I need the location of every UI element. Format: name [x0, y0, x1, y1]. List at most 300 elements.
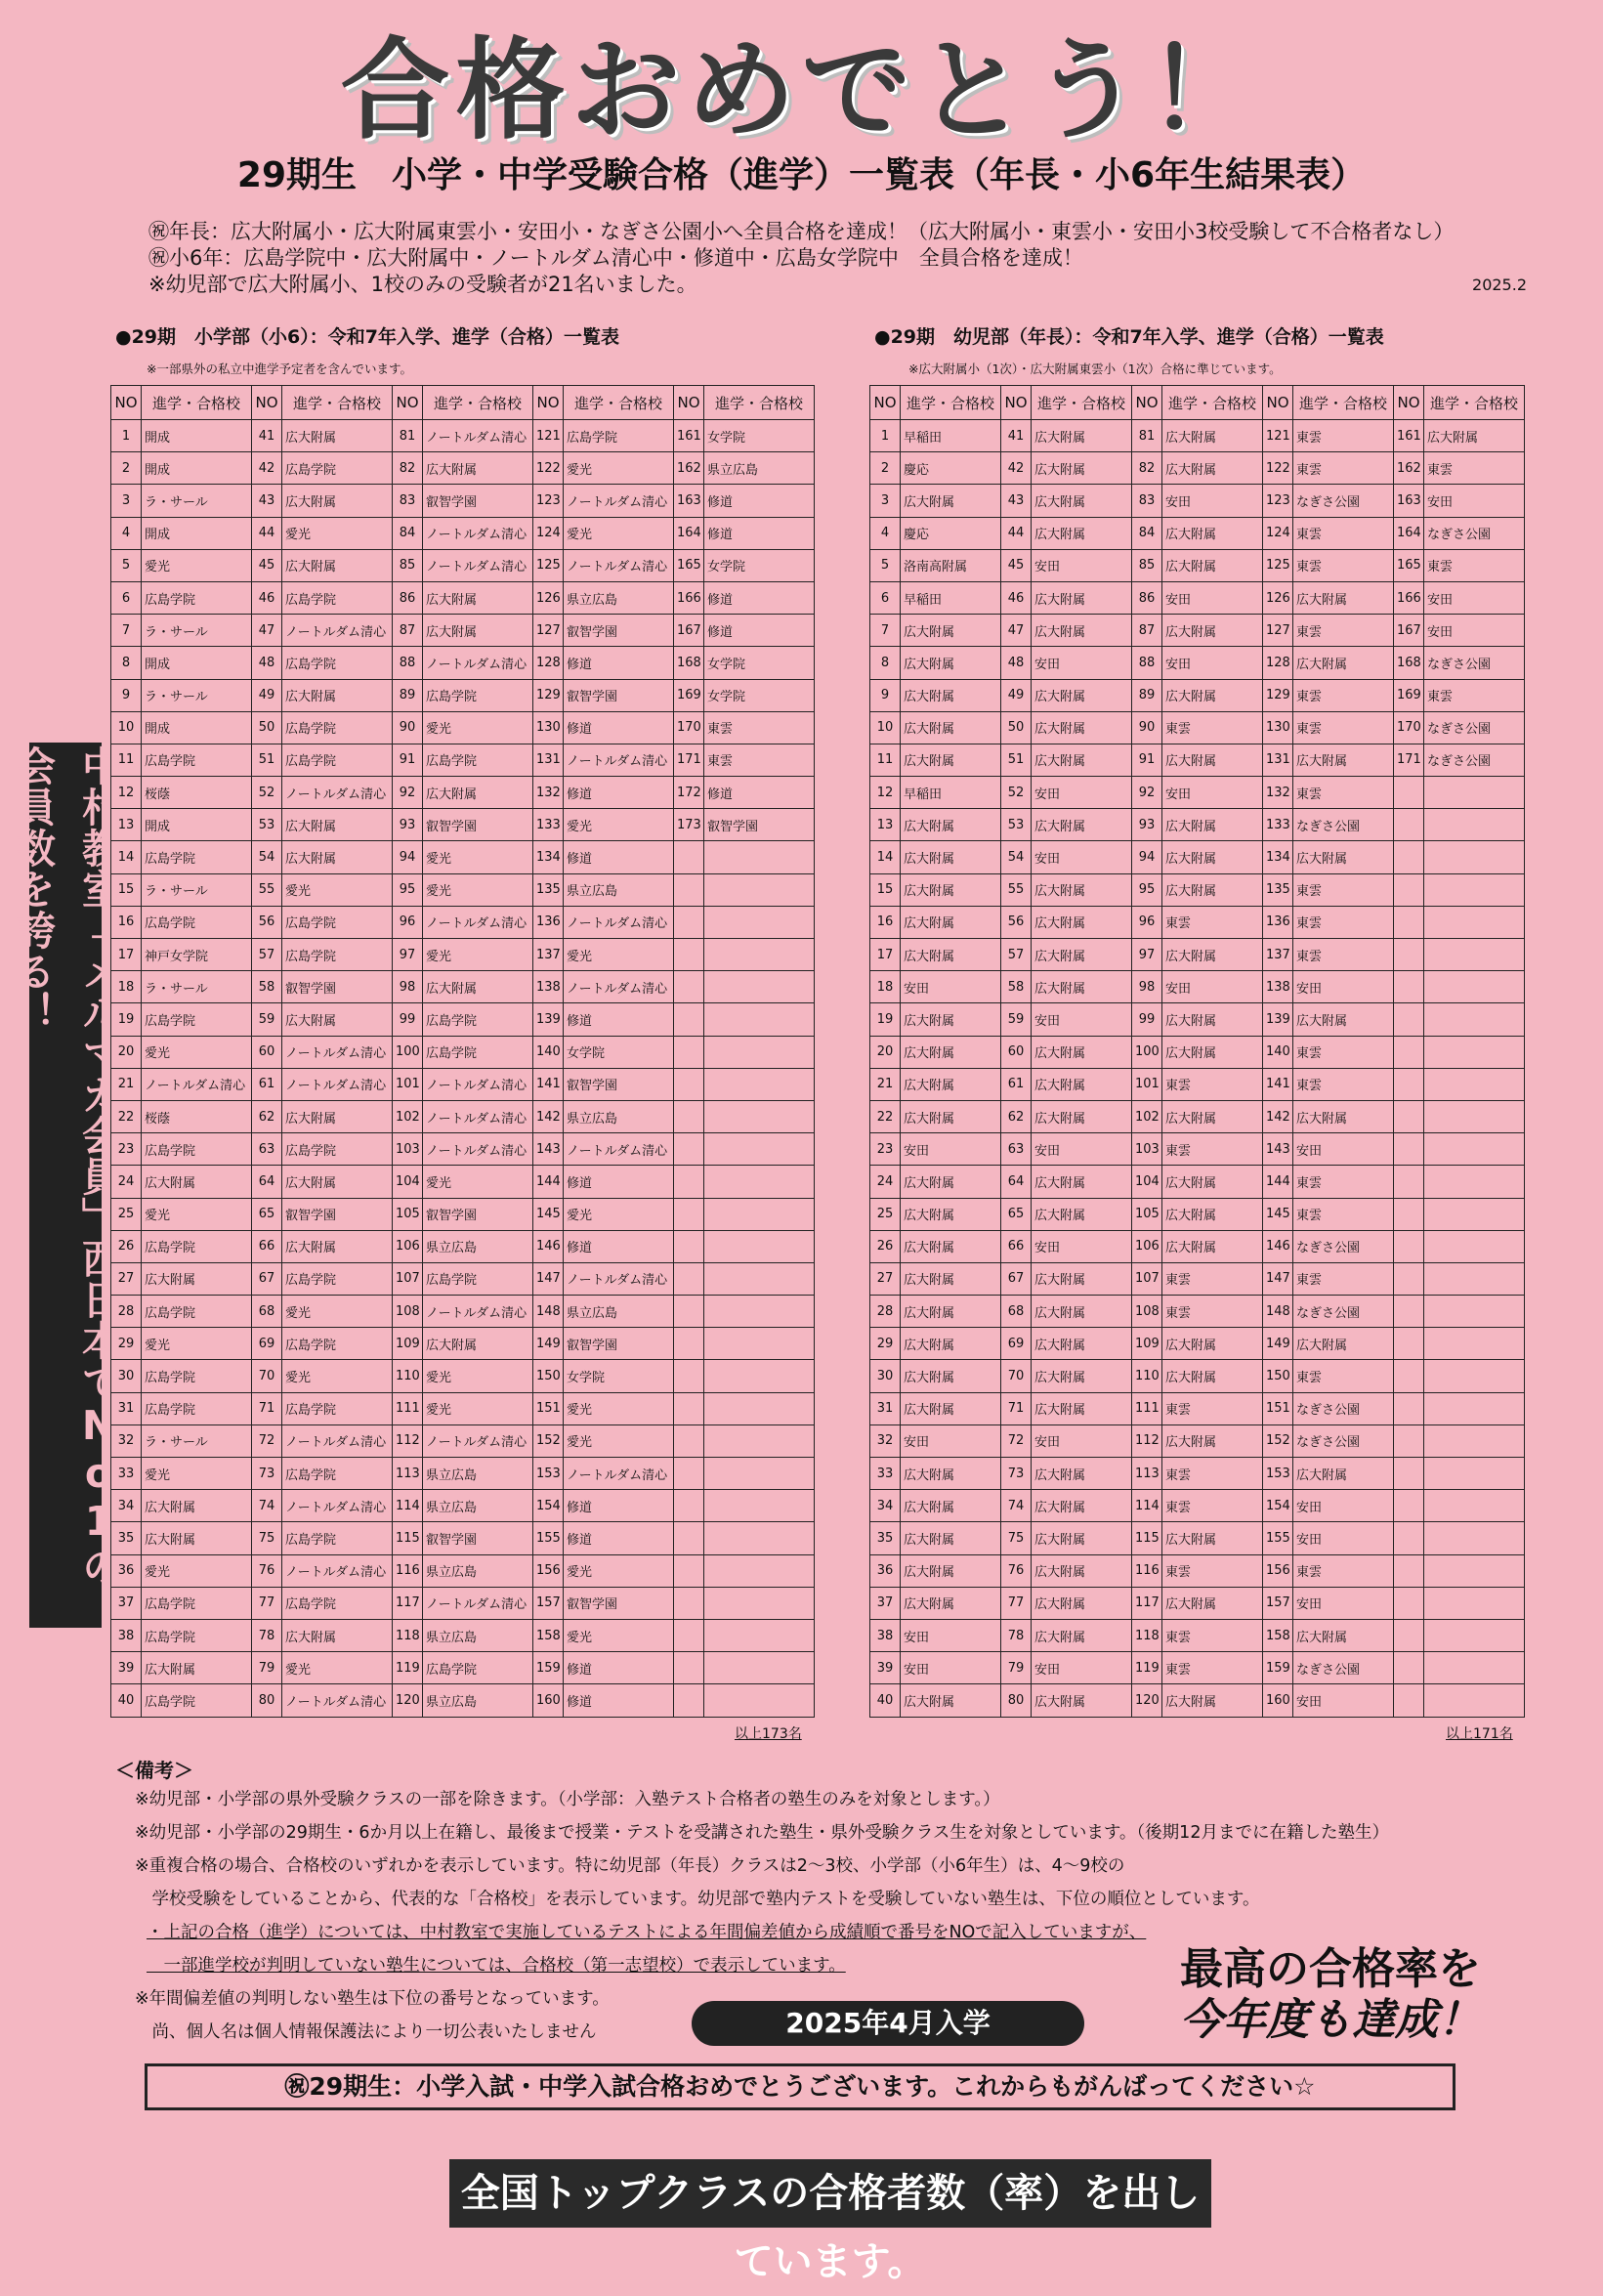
school-cell: 広島学院	[142, 1684, 252, 1717]
rank-cell: 106	[393, 1230, 423, 1262]
rank-cell: 15	[870, 873, 901, 906]
rank-cell: 27	[111, 1262, 142, 1295]
rank-cell: 142	[1263, 1100, 1293, 1132]
table-row	[870, 1166, 1525, 1198]
rank-cell: 69	[1001, 1328, 1032, 1360]
school-cell: ノートルダム清心	[282, 1424, 393, 1457]
rank-cell: 88	[1132, 647, 1162, 679]
school-cell	[1424, 1652, 1525, 1684]
table-row	[870, 1036, 1525, 1068]
school-cell: ノートルダム清心	[423, 1133, 533, 1166]
rank-cell: 40	[111, 1684, 142, 1717]
rank-cell: 46	[252, 581, 282, 614]
rank-cell: 2	[870, 452, 901, 485]
rank-cell: 64	[252, 1166, 282, 1198]
remarks-line-5: ・上記の合格（進学）については、中村教室で実施しているテストによる年間偏差値から成績順で番号をNOで記入していますが、	[147, 1923, 1147, 1942]
school-cell: 広大附属	[1162, 452, 1263, 485]
table-row	[111, 1587, 815, 1619]
rank-cell	[674, 1424, 704, 1457]
rank-cell: 39	[111, 1652, 142, 1684]
rank-cell	[674, 1619, 704, 1651]
rank-cell: 113	[1132, 1458, 1162, 1490]
table-row	[870, 809, 1525, 841]
school-cell: 愛光	[142, 1198, 252, 1230]
remarks-line-4: 学校受験をしていることから、代表的な「合格校」を表示しています。幼児部で塾内テストを受験していない塾生は、下位の順位としています。	[135, 1890, 1260, 1909]
table-row	[870, 1100, 1525, 1132]
rank-cell: 113	[393, 1458, 423, 1490]
rank-cell: 158	[533, 1619, 564, 1651]
school-cell: 広島学院	[142, 1619, 252, 1651]
school-cell: 安田	[1424, 615, 1525, 647]
rank-cell: 33	[870, 1458, 901, 1490]
header-no: NO	[111, 386, 142, 420]
table-row	[870, 777, 1525, 809]
school-cell: 広大附属	[901, 1360, 1001, 1392]
school-cell: 安田	[1162, 581, 1263, 614]
table-row	[111, 1262, 815, 1295]
school-cell: ノートルダム清心	[423, 1296, 533, 1328]
rank-cell: 133	[1263, 809, 1293, 841]
school-cell: 県立広島	[423, 1684, 533, 1717]
school-cell: 広大附属	[1162, 517, 1263, 549]
rank-cell: 102	[1132, 1100, 1162, 1132]
rank-cell: 82	[393, 452, 423, 485]
rank-cell: 86	[1132, 581, 1162, 614]
school-cell: 広大附属	[1293, 744, 1394, 776]
rank-cell: 78	[252, 1619, 282, 1651]
school-cell: 広大附属	[901, 841, 1001, 873]
school-cell: 叡智学園	[423, 809, 533, 841]
rank-cell	[1394, 1554, 1424, 1587]
rank-cell	[674, 906, 704, 938]
rank-cell: 90	[1132, 711, 1162, 744]
rank-cell: 25	[111, 1198, 142, 1230]
school-cell: ノートルダム清心	[142, 1068, 252, 1100]
school-cell: 広大附属	[1032, 1198, 1132, 1230]
school-cell: 広島学院	[282, 1262, 393, 1295]
school-cell: 東雲	[1162, 1652, 1263, 1684]
school-cell: 愛光	[564, 1554, 674, 1587]
school-cell	[1424, 809, 1525, 841]
rank-cell: 142	[533, 1100, 564, 1132]
rank-cell: 89	[393, 679, 423, 711]
school-cell: 安田	[901, 1619, 1001, 1651]
rank-cell: 147	[1263, 1262, 1293, 1295]
rank-cell	[674, 1652, 704, 1684]
school-cell: 広島学院	[282, 647, 393, 679]
rank-cell	[1394, 1424, 1424, 1457]
rank-cell: 20	[111, 1036, 142, 1068]
school-cell	[1424, 1458, 1525, 1490]
school-cell: 東雲	[1293, 1554, 1394, 1587]
school-cell: 広大附属	[901, 1554, 1001, 1587]
school-cell: 安田	[1293, 971, 1394, 1003]
rank-cell: 140	[533, 1036, 564, 1068]
rank-cell: 143	[533, 1133, 564, 1166]
school-cell: 広大附属	[423, 1328, 533, 1360]
rank-cell: 56	[252, 906, 282, 938]
school-cell: 広大附属	[1032, 679, 1132, 711]
school-cell	[704, 1360, 815, 1392]
school-cell: 広大附属	[901, 615, 1001, 647]
rank-cell: 81	[1132, 420, 1162, 452]
school-cell	[704, 1198, 815, 1230]
rank-cell: 132	[533, 777, 564, 809]
school-cell: ノートルダム清心	[423, 1424, 533, 1457]
school-cell	[1424, 1133, 1525, 1166]
rank-cell: 155	[1263, 1522, 1293, 1554]
school-cell: 叡智学園	[423, 485, 533, 517]
rank-cell: 58	[252, 971, 282, 1003]
table-row	[111, 1458, 815, 1490]
rank-cell: 170	[1394, 711, 1424, 744]
rank-cell: 133	[533, 809, 564, 841]
rank-cell: 6	[870, 581, 901, 614]
rank-cell: 96	[1132, 906, 1162, 938]
school-cell: 東雲	[1293, 420, 1394, 452]
school-cell: 東雲	[1293, 1262, 1394, 1295]
school-cell: 広大附属	[1162, 1522, 1263, 1554]
rank-cell: 12	[870, 777, 901, 809]
school-cell: なぎさ公園	[1293, 485, 1394, 517]
header-school: 進学・合格校	[282, 386, 393, 420]
school-cell: ラ・サール	[142, 873, 252, 906]
remarks-line-7: ※年間偏差値の判明しない塾生は下位の番号となっています。	[135, 1989, 610, 2009]
header-school: 進学・合格校	[564, 386, 674, 420]
school-cell: 女学院	[564, 1036, 674, 1068]
school-cell: 広大附属	[1162, 939, 1263, 971]
rank-cell: 130	[1263, 711, 1293, 744]
rank-cell: 138	[533, 971, 564, 1003]
rank-cell: 36	[111, 1554, 142, 1587]
rank-cell: 39	[870, 1652, 901, 1684]
rank-cell: 81	[393, 420, 423, 452]
school-cell: 安田	[1032, 841, 1132, 873]
rank-cell: 24	[870, 1166, 901, 1198]
elementary-note: ※一部県外の私立中進学予定者を含んでいます。	[147, 361, 412, 376]
school-cell: 広島学院	[142, 581, 252, 614]
elementary-results-table	[110, 385, 815, 1718]
rank-cell	[1394, 1198, 1424, 1230]
school-cell: 修道	[564, 841, 674, 873]
school-cell: 広大附属	[142, 1652, 252, 1684]
school-cell: なぎさ公園	[1293, 1652, 1394, 1684]
rank-cell	[674, 1166, 704, 1198]
school-cell: 愛光	[564, 809, 674, 841]
rank-cell: 130	[533, 711, 564, 744]
rank-cell: 100	[393, 1036, 423, 1068]
school-cell: 広島学院	[282, 906, 393, 938]
rank-cell: 156	[1263, 1554, 1293, 1587]
rank-cell: 38	[870, 1619, 901, 1651]
rank-cell: 77	[252, 1587, 282, 1619]
intro-line-3: ※幼児部で広大附属小、1校のみの受験者が21名いました。	[148, 273, 697, 296]
rank-cell	[674, 971, 704, 1003]
table-row	[111, 939, 815, 971]
table-row	[111, 1100, 815, 1132]
rank-cell: 157	[1263, 1587, 1293, 1619]
school-cell: 県立広島	[423, 1230, 533, 1262]
school-cell: ノートルダム清心	[564, 971, 674, 1003]
rank-cell: 108	[1132, 1296, 1162, 1328]
table-row	[111, 1554, 815, 1587]
table-row	[870, 939, 1525, 971]
school-cell	[704, 1328, 815, 1360]
school-cell: 広大附属	[1032, 1166, 1132, 1198]
school-cell: 東雲	[1162, 711, 1263, 744]
table-row	[870, 1619, 1525, 1651]
school-cell: 愛光	[423, 841, 533, 873]
school-cell: 広大附属	[1293, 841, 1394, 873]
header-school: 進学・合格校	[1424, 386, 1525, 420]
rank-cell: 114	[393, 1490, 423, 1522]
rank-cell: 149	[1263, 1328, 1293, 1360]
rank-cell: 146	[1263, 1230, 1293, 1262]
rank-cell: 71	[1001, 1392, 1032, 1424]
rank-cell	[674, 1360, 704, 1392]
rank-cell: 127	[1263, 615, 1293, 647]
rank-cell: 30	[111, 1360, 142, 1392]
rank-cell: 42	[252, 452, 282, 485]
table-row	[870, 517, 1525, 549]
header-no: NO	[393, 386, 423, 420]
rank-cell: 165	[1394, 549, 1424, 581]
rank-cell: 53	[252, 809, 282, 841]
rank-cell: 7	[111, 615, 142, 647]
rank-cell: 27	[870, 1262, 901, 1295]
rank-cell: 6	[111, 581, 142, 614]
rank-cell: 145	[1263, 1198, 1293, 1230]
table-row	[870, 1652, 1525, 1684]
rank-cell: 112	[393, 1424, 423, 1457]
subtitle: 29期生 小学・中学受験合格（進学）一覧表（年長・小6年生結果表）	[236, 155, 1367, 195]
school-cell: 早稲田	[901, 581, 1001, 614]
school-cell: 広大附属	[1032, 1684, 1132, 1717]
rank-cell: 9	[111, 679, 142, 711]
school-cell: ノートルダム清心	[564, 744, 674, 776]
rank-cell: 109	[393, 1328, 423, 1360]
school-cell: 愛光	[423, 939, 533, 971]
rank-cell: 140	[1263, 1036, 1293, 1068]
school-cell: 広島学院	[282, 1522, 393, 1554]
school-cell: 広大附属	[282, 1003, 393, 1036]
school-cell: ノートルダム清心	[423, 517, 533, 549]
rank-cell: 5	[870, 549, 901, 581]
rate-line-2: 今年度も達成！	[1180, 1995, 1481, 2045]
issue-date: 2025.2	[1472, 276, 1527, 294]
table-row	[870, 1360, 1525, 1392]
rank-cell: 16	[870, 906, 901, 938]
rank-cell	[674, 1684, 704, 1717]
school-cell: 東雲	[1293, 777, 1394, 809]
school-cell: 広大附属	[1162, 1587, 1263, 1619]
school-cell: 安田	[1032, 1230, 1132, 1262]
school-cell: 広大附属	[1032, 939, 1132, 971]
school-cell: 広大附属	[1032, 1392, 1132, 1424]
school-cell: 県立広島	[423, 1554, 533, 1587]
rank-cell: 87	[1132, 615, 1162, 647]
school-cell: 安田	[1293, 1522, 1394, 1554]
rank-cell: 134	[1263, 841, 1293, 873]
rank-cell: 94	[393, 841, 423, 873]
rank-cell: 65	[1001, 1198, 1032, 1230]
success-rate-callout	[1096, 1944, 1565, 2046]
rank-cell: 123	[533, 485, 564, 517]
rank-cell: 125	[1263, 549, 1293, 581]
school-cell	[704, 1392, 815, 1424]
rank-cell: 129	[1263, 679, 1293, 711]
table-row	[111, 777, 815, 809]
school-cell: 早稲田	[901, 777, 1001, 809]
rank-cell: 51	[1001, 744, 1032, 776]
rank-cell: 171	[1394, 744, 1424, 776]
intro-line-1: ㊗年長：広大附属小・広大附属東雲小・安田小・なぎさ公園小へ全員合格を達成！（広大附属小・東雲小・安田小3校受験して不合格者なし）	[148, 220, 1455, 243]
school-cell	[1424, 1100, 1525, 1132]
school-cell: 東雲	[1162, 1490, 1263, 1522]
school-cell	[1424, 1036, 1525, 1068]
school-cell: 広大附属	[1293, 581, 1394, 614]
rank-cell: 160	[533, 1684, 564, 1717]
school-cell: 東雲	[1293, 517, 1394, 549]
school-cell: 広大附属	[901, 1068, 1001, 1100]
school-cell: 広大附属	[1032, 1100, 1132, 1132]
school-cell: 東雲	[1293, 1036, 1394, 1068]
rank-cell: 150	[1263, 1360, 1293, 1392]
rank-cell: 75	[1001, 1522, 1032, 1554]
school-cell: なぎさ公園	[1424, 517, 1525, 549]
rank-cell: 94	[1132, 841, 1162, 873]
rank-cell: 162	[674, 452, 704, 485]
rank-cell: 76	[1001, 1554, 1032, 1587]
rank-cell	[1394, 1522, 1424, 1554]
rank-cell: 144	[1263, 1166, 1293, 1198]
school-cell: 修道	[564, 1684, 674, 1717]
rank-cell: 146	[533, 1230, 564, 1262]
school-cell: 広大附属	[901, 1262, 1001, 1295]
rank-cell	[1394, 939, 1424, 971]
school-cell: 広大附属	[901, 1392, 1001, 1424]
table-row	[870, 906, 1525, 938]
school-cell: 安田	[1162, 647, 1263, 679]
rank-cell: 158	[1263, 1619, 1293, 1651]
school-cell: ラ・サール	[142, 1424, 252, 1457]
table-row	[111, 1392, 815, 1424]
rank-cell: 87	[393, 615, 423, 647]
side-banner: 中村教室「メルマガ会員」西日本でNo1の会員数を誇る！	[29, 743, 102, 1628]
school-cell: 県立広島	[423, 1619, 533, 1651]
school-cell: なぎさ公園	[1293, 1296, 1394, 1328]
table-row	[111, 647, 815, 679]
school-cell: 修道	[704, 581, 815, 614]
school-cell: 愛光	[564, 939, 674, 971]
rank-cell: 127	[533, 615, 564, 647]
school-cell	[1424, 1262, 1525, 1295]
table-row	[111, 420, 815, 452]
school-cell: 広大附属	[1162, 1230, 1263, 1262]
rank-cell: 21	[870, 1068, 901, 1100]
school-cell: ノートルダム清心	[423, 1587, 533, 1619]
header-school: 進学・合格校	[704, 386, 815, 420]
rank-cell: 9	[870, 679, 901, 711]
rank-cell: 148	[533, 1296, 564, 1328]
school-cell	[704, 1262, 815, 1295]
rank-cell: 67	[252, 1262, 282, 1295]
school-cell: 広大附属	[1032, 1458, 1132, 1490]
rank-cell: 10	[111, 711, 142, 744]
school-cell: 広大附属	[1032, 1490, 1132, 1522]
rank-cell: 168	[1394, 647, 1424, 679]
rank-cell: 117	[393, 1587, 423, 1619]
school-cell: 広島学院	[282, 711, 393, 744]
rank-cell: 104	[1132, 1166, 1162, 1198]
rank-cell: 141	[533, 1068, 564, 1100]
school-cell: 広島学院	[282, 1133, 393, 1166]
table-row	[111, 711, 815, 744]
rank-cell: 131	[1263, 744, 1293, 776]
school-cell: 東雲	[1293, 549, 1394, 581]
rank-cell: 124	[1263, 517, 1293, 549]
table-row	[111, 1652, 815, 1684]
school-cell: 広島学院	[423, 679, 533, 711]
rank-cell: 19	[870, 1003, 901, 1036]
school-cell: 広大附属	[1162, 420, 1263, 452]
school-cell: 修道	[564, 1652, 674, 1684]
school-cell: 愛光	[564, 1392, 674, 1424]
school-cell: 安田	[1032, 1652, 1132, 1684]
school-cell: 東雲	[1293, 1166, 1394, 1198]
table-row	[870, 1296, 1525, 1328]
table-row	[111, 1003, 815, 1036]
table-row	[870, 1392, 1525, 1424]
rank-cell: 119	[1132, 1652, 1162, 1684]
school-cell: 東雲	[1424, 549, 1525, 581]
school-cell	[1424, 1230, 1525, 1262]
school-cell	[1424, 1003, 1525, 1036]
rank-cell: 111	[393, 1392, 423, 1424]
school-cell: 東雲	[1293, 939, 1394, 971]
school-cell: 修道	[564, 711, 674, 744]
school-cell: 広大附属	[1032, 1262, 1132, 1295]
table-row	[870, 581, 1525, 614]
rank-cell: 30	[870, 1360, 901, 1392]
rank-cell: 95	[393, 873, 423, 906]
rank-cell: 170	[674, 711, 704, 744]
school-cell	[704, 1166, 815, 1198]
school-cell: 広大附属	[1293, 647, 1394, 679]
rank-cell	[1394, 1296, 1424, 1328]
rank-cell: 99	[393, 1003, 423, 1036]
school-cell	[704, 971, 815, 1003]
school-cell: 広大附属	[1424, 420, 1525, 452]
rank-cell	[674, 1262, 704, 1295]
rank-cell: 67	[1001, 1262, 1032, 1295]
rank-cell: 98	[393, 971, 423, 1003]
rank-cell: 99	[1132, 1003, 1162, 1036]
school-cell: 広大附属	[1032, 452, 1132, 485]
school-cell	[1424, 939, 1525, 971]
school-cell: 広大附属	[1162, 1003, 1263, 1036]
school-cell: ノートルダム清心	[423, 549, 533, 581]
table-row	[111, 1619, 815, 1651]
school-cell: 安田	[1162, 971, 1263, 1003]
table-row	[870, 1230, 1525, 1262]
school-cell: 安田	[901, 1652, 1001, 1684]
school-cell: なぎさ公園	[1424, 744, 1525, 776]
school-cell: 広大附属	[1032, 485, 1132, 517]
school-cell	[1424, 777, 1525, 809]
rank-cell: 66	[1001, 1230, 1032, 1262]
school-cell: 東雲	[1162, 1554, 1263, 1587]
